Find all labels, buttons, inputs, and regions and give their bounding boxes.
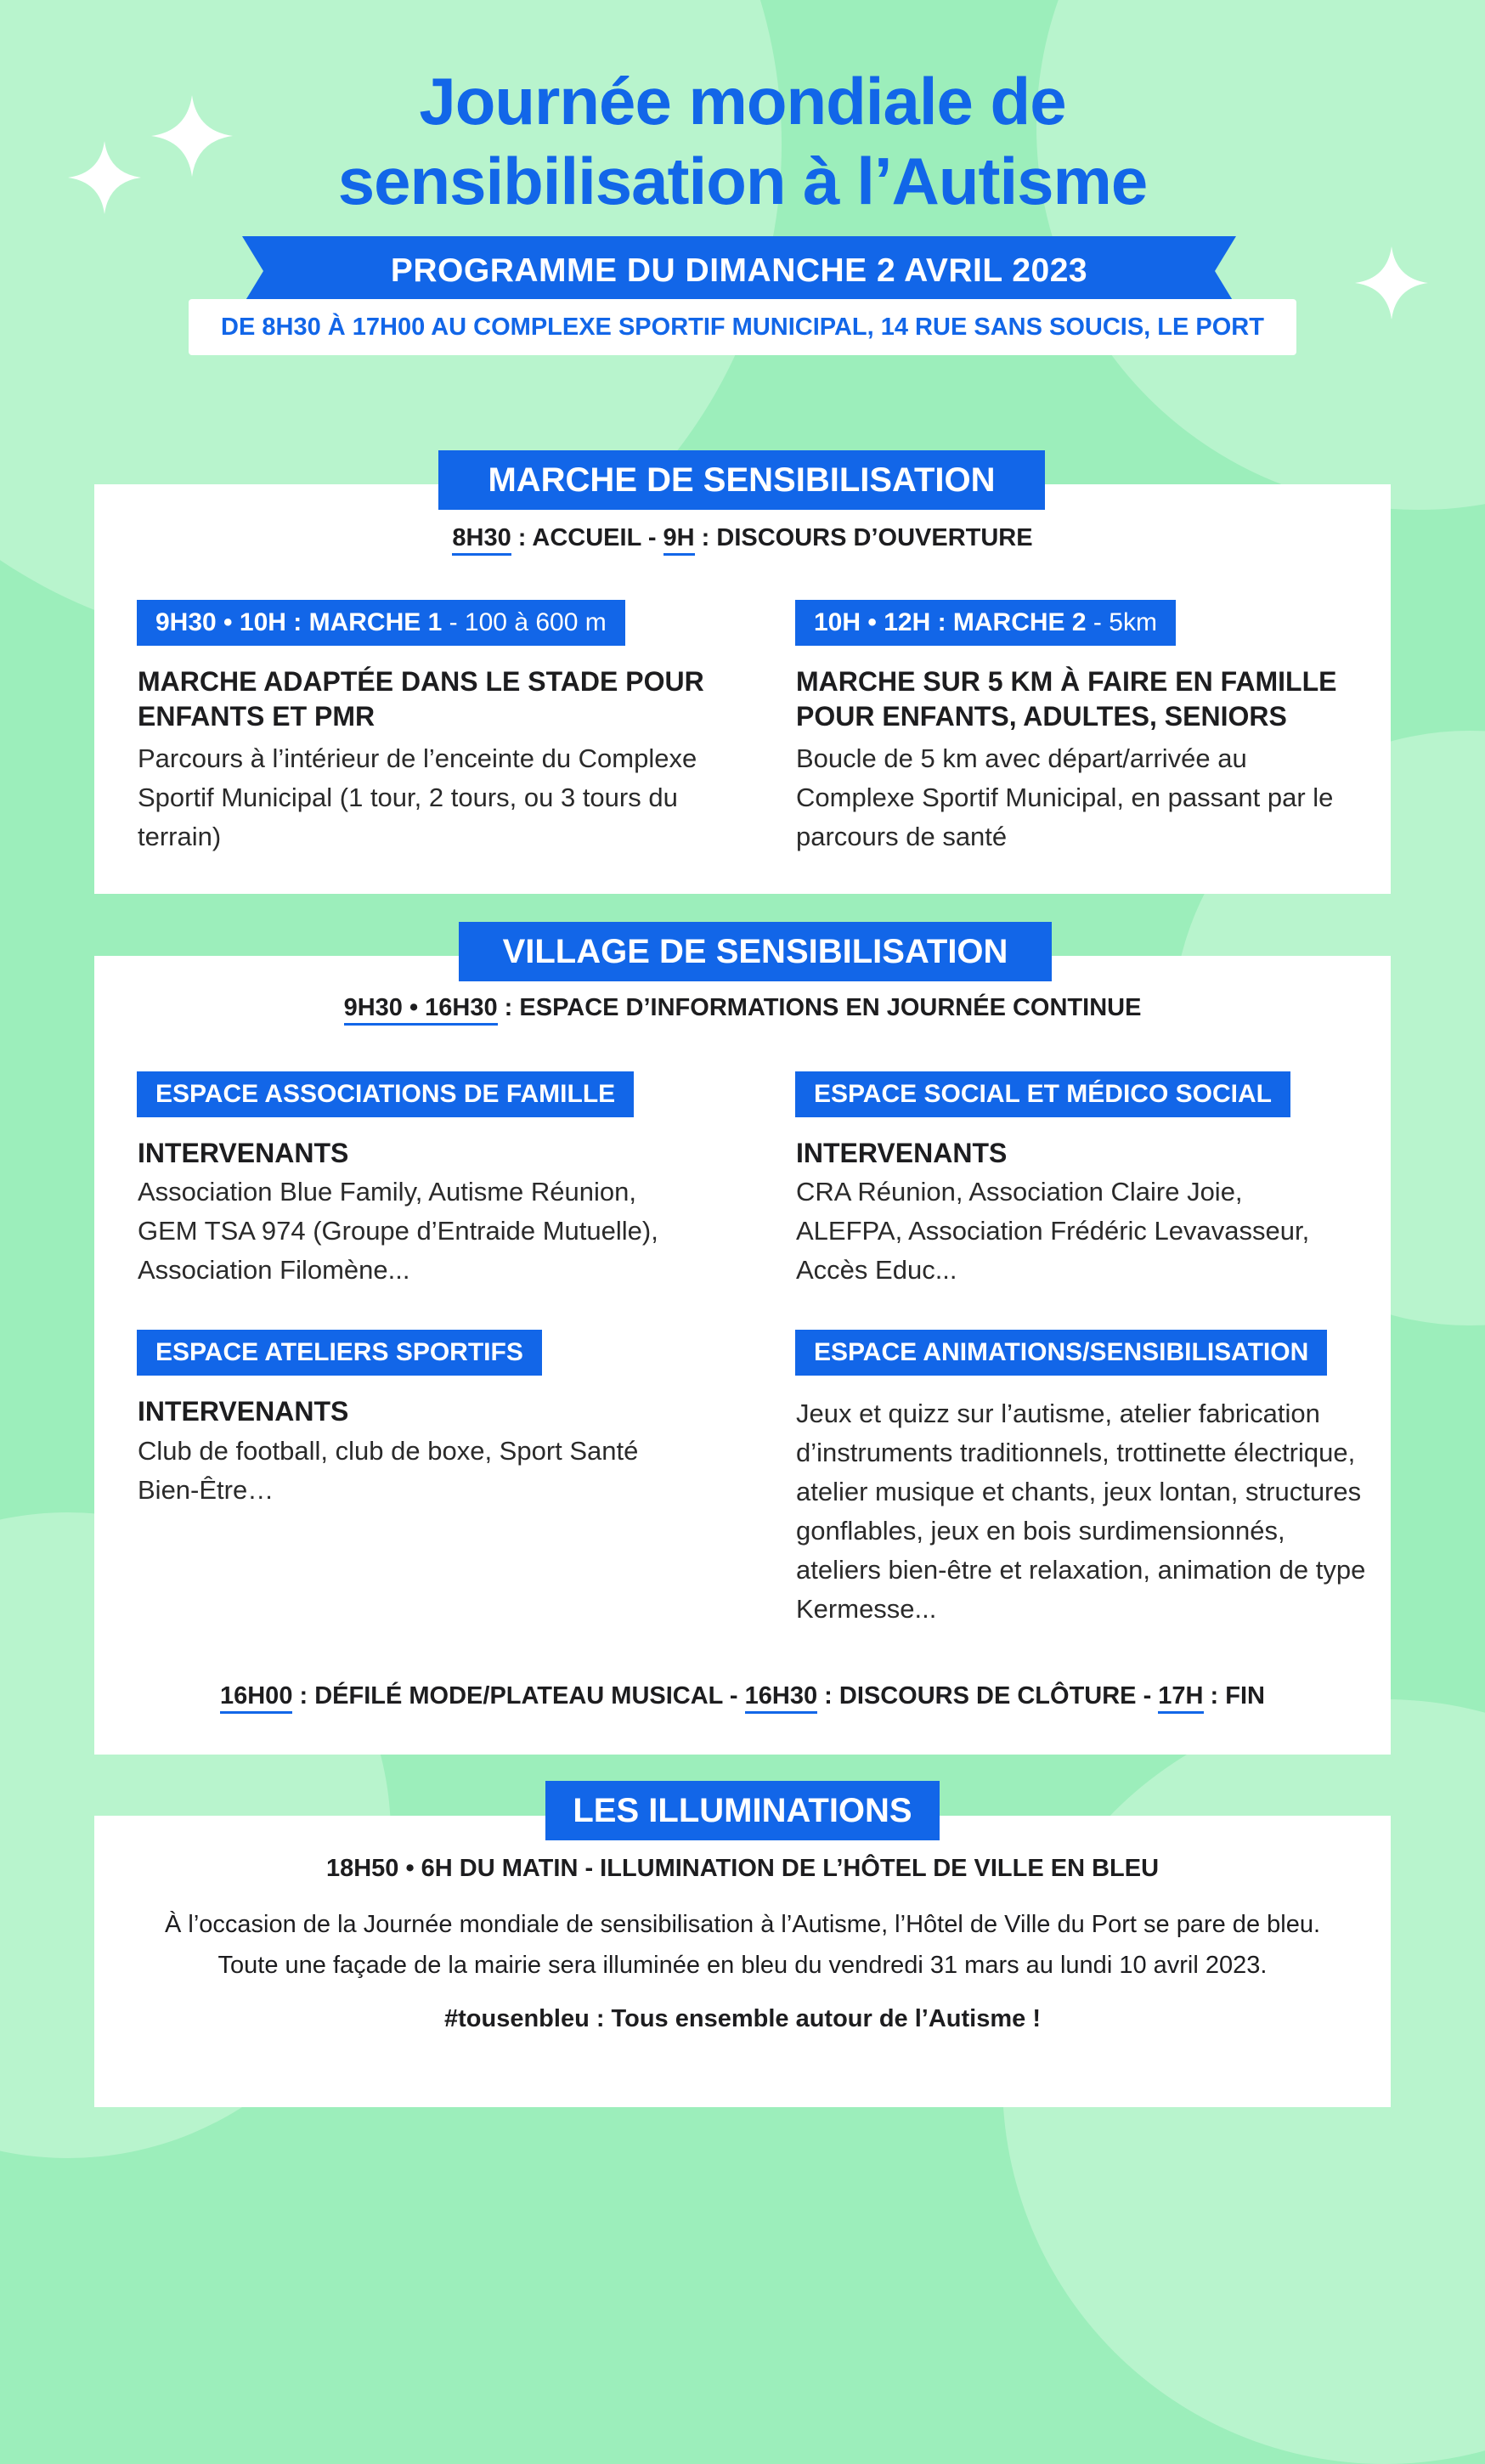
illuminations-line2: Toute une façade de la mairie sera illuminée en bleu du vendredi 31 mars au lundi 10 avril 2023. [217,1952,1268,1979]
marche1-tag [137,600,625,646]
marche2-tag-time: 10H • 12H : MARCHE 2 [814,608,1087,636]
illuminations-headline: 18H50 • 6H DU MATIN - ILLUMINATION DE L’HÔTEL DE VILLE EN BLEU [325,1855,1160,1882]
closing-label-discours: : DISCOURS DE CLÔTURE - [817,1682,1159,1710]
closing-time-fin: 17H [1158,1683,1203,1714]
marche-time-accueil: 8H30 [452,525,511,556]
familles-body: Association Blue Family, Autisme Réunion, GEM TSA 974 (Groupe d’Entraide Mutuelle), Association Filomène... [138,1177,658,1285]
marche2-tag [795,600,1176,646]
marche-label-discours: : DISCOURS D’OUVERTURE [694,524,1033,551]
marche2-heading: MARCHE SUR 5 KM À FAIRE EN FAMILLE POUR ENFANTS, ADULTES, SENIORS [796,666,1337,732]
programme-date: PROGRAMME DU DIMANCHE 2 AVRIL 2023 [390,252,1088,289]
marche-section-title: MARCHE DE SENSIBILISATION [438,450,1045,510]
closing-time-discours: 16H30 [745,1683,817,1714]
social-tag: ESPACE SOCIAL ET MÉDICO SOCIAL [795,1071,1290,1117]
sportifs-tag: ESPACE ATELIERS SPORTIFS [137,1330,542,1376]
village-schedule [94,994,1391,1026]
illuminations-hashtag: #tousenbleu : Tous ensemble autour de l’Autisme ! [443,2005,1041,2032]
animations-tag: ESPACE ANIMATIONS/SENSIBILISATION [795,1330,1327,1376]
closing-schedule [94,1682,1391,1714]
village-time: 9H30 • 16H30 [344,995,498,1026]
marche1-tag-time: 9H30 • 10H : MARCHE 1 [155,608,443,636]
closing-label-defile: : DÉFILÉ MODE/PLATEAU MUSICAL - [292,1682,745,1710]
animations-body: Jeux et quizz sur l’autisme, atelier fabrication d’instruments traditionnels, trottinette électrique, atelier musique et chants, jeux lontan, structures gonflables, jeux en bois surdimensionnés, ateliers bien-être et relaxation, animation de type Kermesse... [796,1399,1366,1624]
marche-label-accueil: : ACCUEIL - [511,524,663,551]
social-body: CRA Réunion, Association Claire Joie, ALEFPA, Association Frédéric Levavasseur, Accès Educ... [796,1177,1310,1285]
marche-time-discours: 9H [663,525,695,556]
marche2-tag-distance: - 5km [1086,608,1157,636]
sportifs-heading: INTERVENANTS [138,1396,349,1427]
marche2-body: Boucle de 5 km avec départ/arrivée au Complexe Sportif Municipal, en passant par le parcours de santé [796,743,1334,851]
village-time-label: : ESPACE D’INFORMATIONS EN JOURNÉE CONTINUE [497,994,1142,1021]
page-title-line2: sensibilisation à l’Autisme [337,144,1148,218]
marche-panel [94,484,1391,894]
familles-heading: INTERVENANTS [138,1138,349,1168]
location-band: DE 8H30 À 17H00 AU COMPLEXE SPORTIF MUNICIPAL, 14 RUE SANS SOUCIS, LE PORT [189,299,1296,355]
village-panel [94,956,1391,1755]
closing-time-defile: 16H00 [220,1683,292,1714]
marche1-body: Parcours à l’intérieur de l’enceinte du Complexe Sportif Municipal (1 tour, 2 tours, ou 3 tours du terrain) [138,743,697,851]
village-section-title: VILLAGE DE SENSIBILISATION [459,922,1052,981]
illuminations-section-title: LES ILLUMINATIONS [545,1781,940,1840]
page-title [0,61,1485,221]
closing-label-fin: : FIN [1203,1682,1265,1710]
marche1-tag-distance: - 100 à 600 m [442,608,607,636]
familles-tag: ESPACE ASSOCIATIONS DE FAMILLE [137,1071,634,1117]
marche-schedule [94,524,1391,556]
page-title-line1: Journée mondiale de [419,64,1066,138]
social-heading: INTERVENANTS [796,1138,1008,1168]
programme-ribbon [242,236,1236,306]
sportifs-body: Club de football, club de boxe, Sport Santé Bien-Être… [138,1436,639,1505]
marche1-heading: MARCHE ADAPTÉE DANS LE STADE POUR ENFANTS ET PMR [138,666,704,732]
illuminations-line1: À l’occasion de la Journée mondiale de sensibilisation à l’Autisme, l’Hôtel de Ville du Port se pare de bleu. [164,1911,1321,1938]
illuminations-panel [94,1816,1391,2107]
